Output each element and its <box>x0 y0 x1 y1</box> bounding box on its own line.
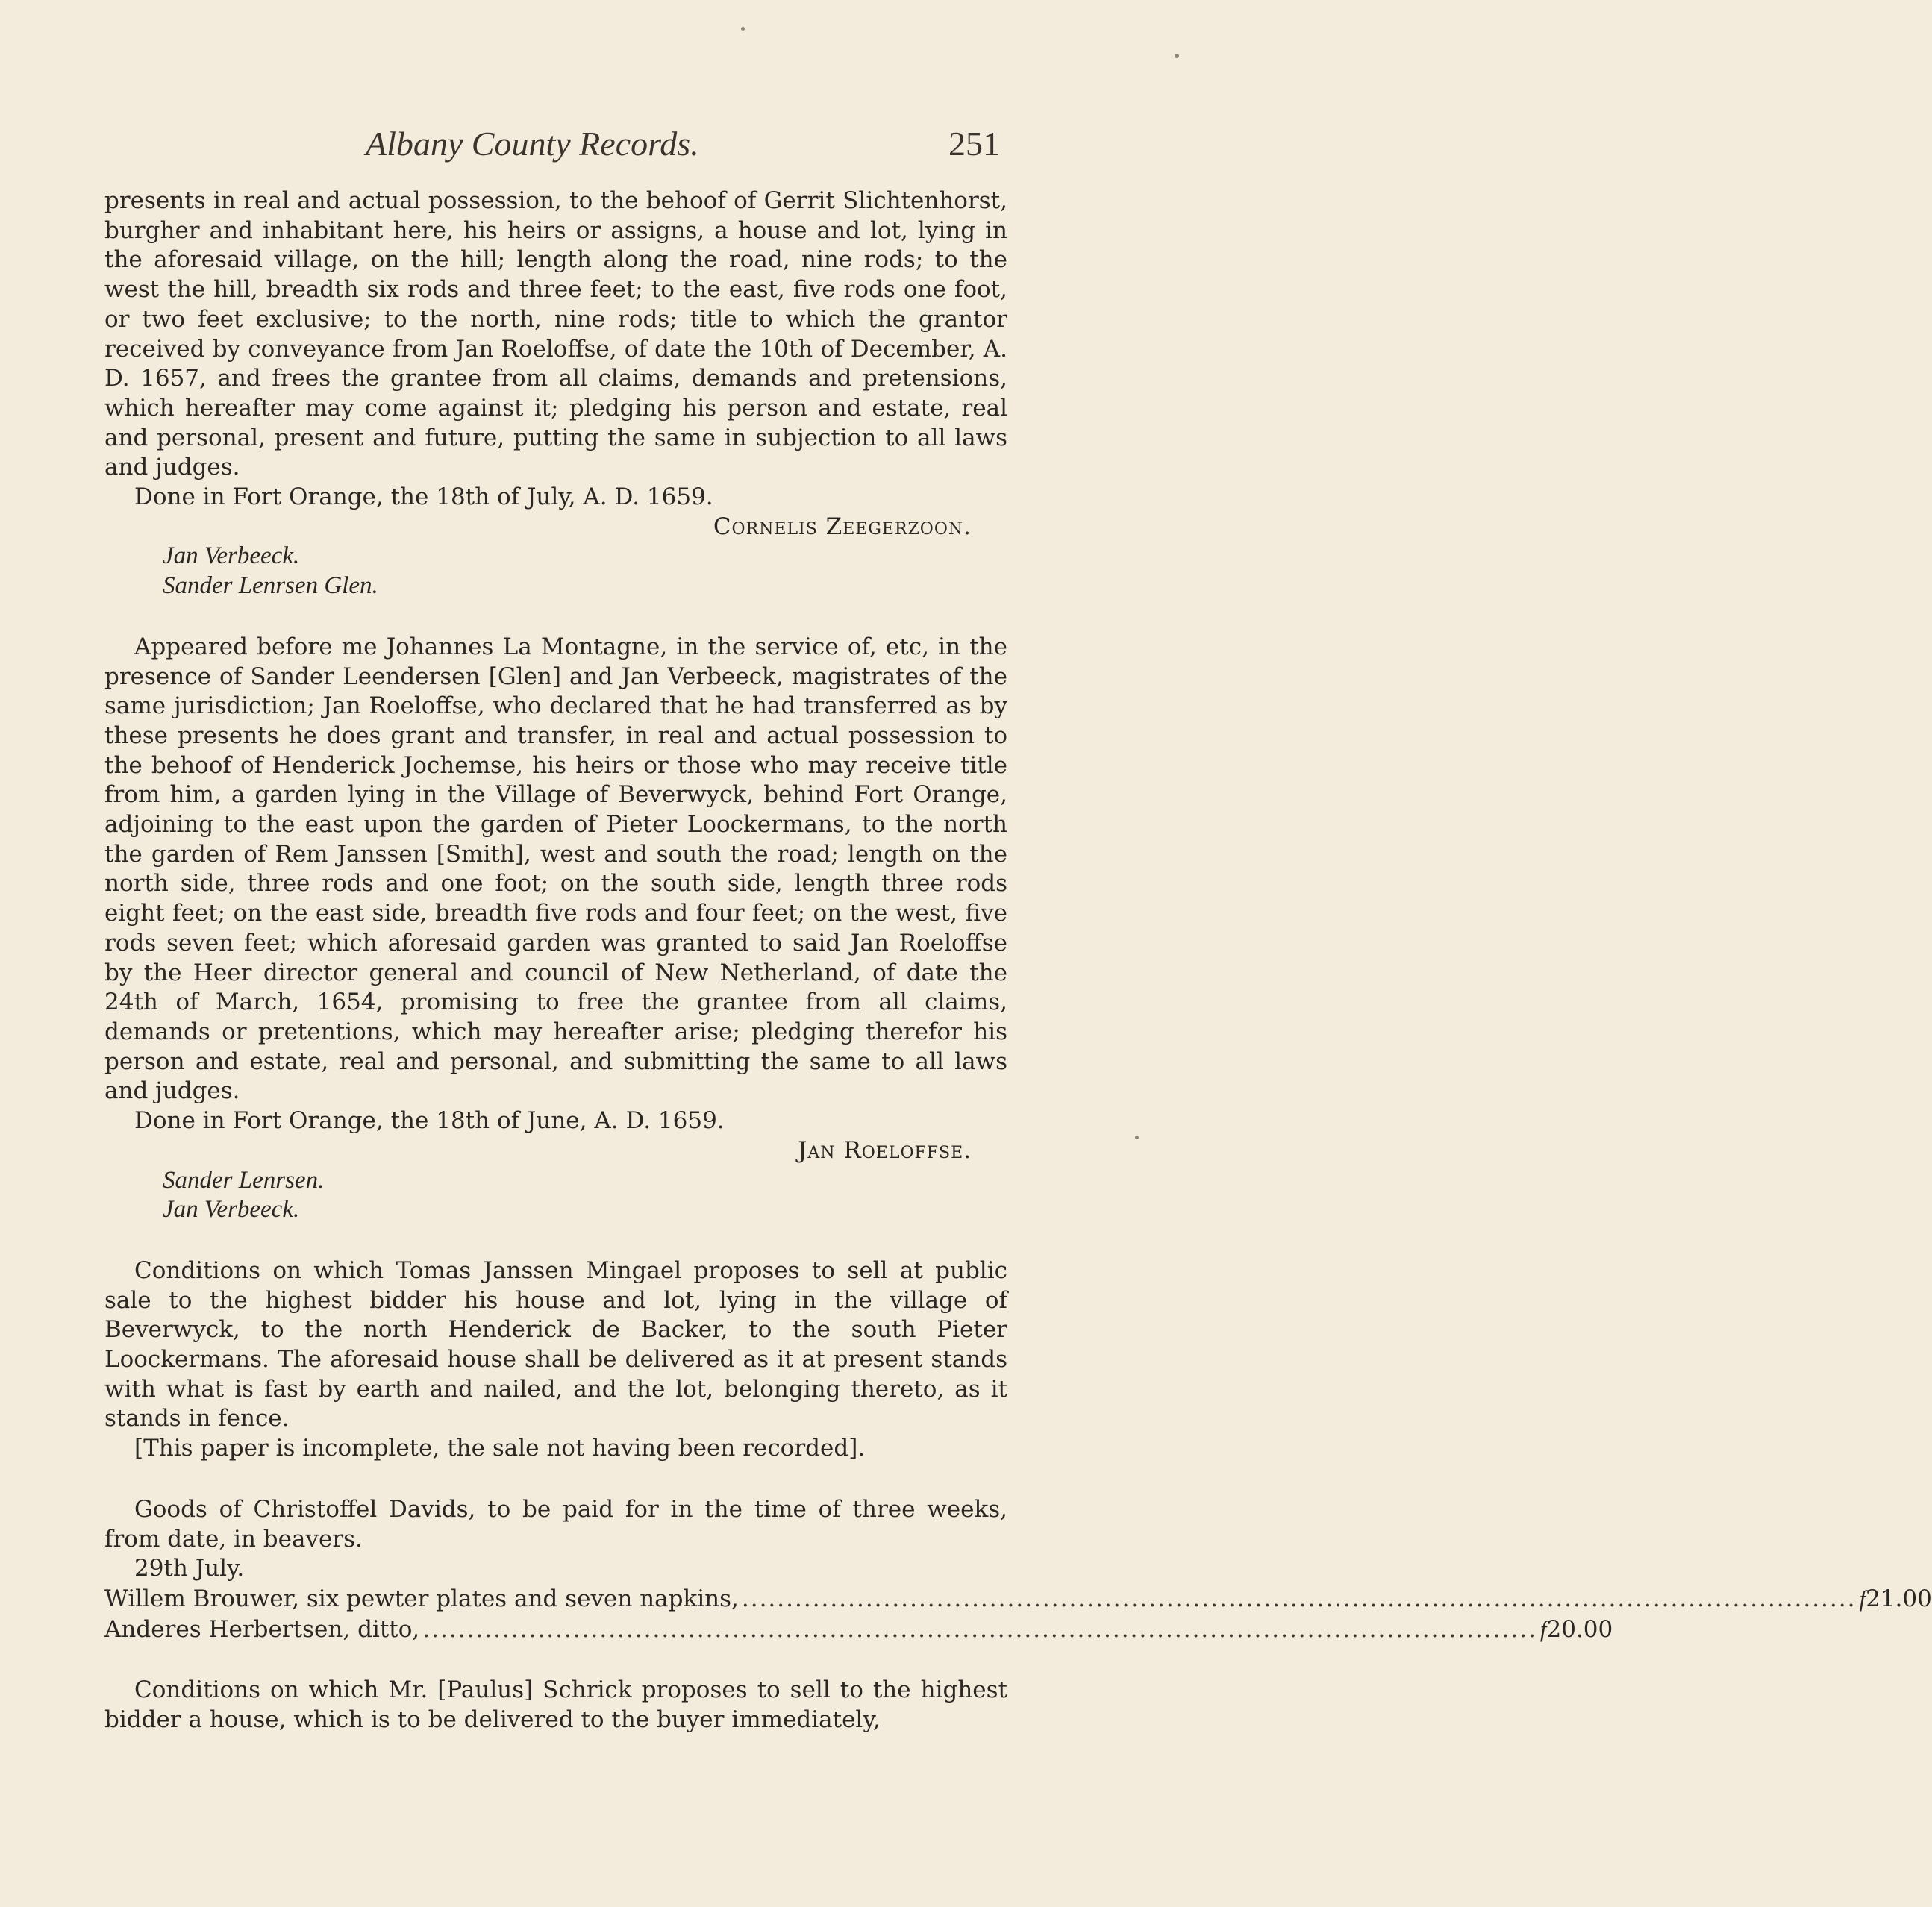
editorial-note: [This paper is incomplete, the sale not having been recorded]. <box>134 1435 866 1462</box>
ledger-entry-name: Willem Brouwer, six pewter plates and seven napkins, <box>104 1585 739 1612</box>
witness-1a: Jan Verbeeck. <box>163 542 300 570</box>
deed-paragraph-1: presents in real and actual possession, to the behoof of Gerrit Slichtenhorst, burgher and inhabitant here, his heirs or assigns, a house and lot, lying in the aforesaid village, on the hill; length along the road, nine rods; to the west the hill, breadth six rods and three feet; to the east, five rods one foot, or two feet exclusive; to the north, nine rods; title to which the grantor received by conveyance from Jan Roeloffse, of date the 10th of December, A. D. 1657, and frees the grantee from all claims, demands and pretensions, which hereafter may come against it; pledging his person and estate, real and personal, present and future, putting the same in subjection to all laws and judges. <box>104 187 1007 481</box>
witness-2a: Sander Lenrsen. <box>163 1166 325 1194</box>
dot-leader: .............................................................................................................................. <box>741 1585 1857 1612</box>
dated-line-2: Done in Fort Orange, the 18th of June, A. D. 1659. <box>134 1107 725 1135</box>
deed-paragraph-2: Appeared before me Johannes La Montagne, in the service of, etc, in the presence of Sander Leendersen [Glen] and Jan Verbeeck, magistrates of the same jurisdiction; Jan Roeloffse, who declared that he had transferred as by these presents he does grant and transfer, in real and actual possession to the behoof of Henderick Jochemse, his heirs or those who may receive title from him, a garden lying in the Village of Beverwyck, behind Fort Orange, adjoining to the east upon the garden of Pieter Loockermans, to the north the garden of Rem Janssen [Smith], west and south the road; length on the north side, three rods and one foot; on the south side, length three rods eight feet; on the east side, breadth five rods and four feet; on the west, five rods seven feet; which aforesaid garden was granted to said Jan Roeloffse by the Heer director general and council of New Netherland, of date the 24th of March, 1654, promising to free the grantee from all claims, demands or pretentions, which may hereafter arise; pledging therefor his person and estate, real and personal, and submitting the same to all laws and judges. <box>104 633 1007 1105</box>
ledger-currency: f <box>1539 1615 1547 1642</box>
section-gap <box>104 1644 1007 1676</box>
signature-2: Jan Roeloffse. <box>797 1136 972 1164</box>
dot-leader: .............................................................................................................................. <box>422 1615 1537 1643</box>
goods-date: 29th July. <box>134 1555 245 1582</box>
paper-speck <box>741 27 745 31</box>
ledger-entry-name: Anderes Herbertsen, ditto, <box>104 1615 420 1643</box>
witness-2b: Jan Verbeeck. <box>163 1196 300 1224</box>
page-number: 251 <box>948 125 1000 163</box>
ledger-row <box>104 1584 1932 1615</box>
witness-1b: Sander Lenrsen Glen. <box>163 572 378 600</box>
section-gap <box>104 1225 1007 1256</box>
signature-1: Cornelis Zeegerzoon. <box>713 513 972 540</box>
section-gap <box>104 1464 1007 1495</box>
section-gap <box>104 601 1007 633</box>
dated-line-1: Done in Fort Orange, the 18th of July, A. D. 1659. <box>134 483 713 511</box>
ledger-row <box>104 1615 1613 1645</box>
running-title: Albany County Records. <box>366 125 699 163</box>
ledger-amount: 21.00 <box>1866 1585 1932 1612</box>
page-header <box>104 124 1000 169</box>
ledger-currency: f <box>1859 1585 1866 1612</box>
paper-speck <box>1135 1136 1139 1139</box>
goods-paragraph: Goods of Christoffel Davids, to be paid for in the time of three weeks, from date, in beavers. <box>104 1495 1007 1553</box>
conditions-paragraph-1: Conditions on which Tomas Janssen Mingael proposes to sell at public sale to the highest bidder his house and lot, lying in the village of Beverwyck, to the north Henderick de Backer, to the south Pieter Loockermans. The aforesaid house shall be delivered as it at present stands with what is fast by earth and nailed, and the lot, belonging thereto, as it stands in fence. <box>104 1256 1007 1432</box>
ledger-amount: 20.00 <box>1546 1615 1613 1643</box>
paper-speck <box>1175 54 1179 58</box>
conditions-paragraph-2: Conditions on which Mr. [Paulus] Schrick proposes to sell to the highest bidder a house, which is to be delivered to the buyer immediately, <box>104 1676 1007 1734</box>
page-body <box>104 187 1932 1735</box>
